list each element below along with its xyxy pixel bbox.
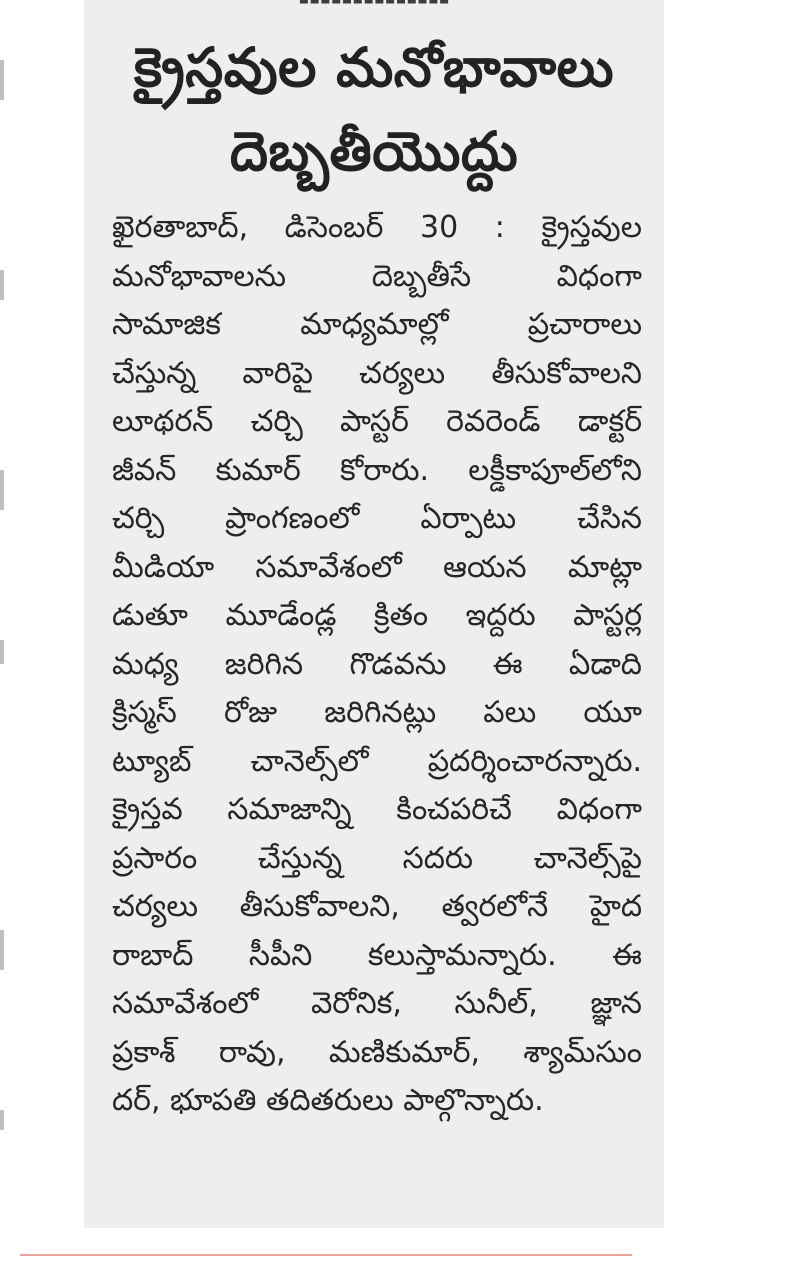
article-body <box>112 204 642 1126</box>
headline-line-1: క్రైస్తవుల మనోభావాలు <box>133 36 615 99</box>
body-line: దర్, భూపతి తదితరులు పాల్గొన్నారు. <box>112 1083 544 1118</box>
headline-line-2: దెబ్బతీయొద్దు <box>229 120 519 183</box>
body-line: చేస్తున్న వారిపై చర్యలు తీసుకోవాలని <box>112 355 642 391</box>
body-line: డుతూ మూడేండ్ల క్రితం ఇద్దరు పాస్టర్ల <box>112 598 642 633</box>
body-line: మనోభావాలను దెబ్బతీసే విధంగా <box>112 258 642 294</box>
body-line: లూథరన్ చర్చి పాస్టర్ రెవరెండ్ డాక్టర్ <box>112 404 642 439</box>
body-line: మీడియా సమావేశంలో ఆయన మాట్లా <box>112 549 642 585</box>
body-line: చర్చి ప్రాంగణంలో ఏర్పాటు చేసిన <box>112 501 642 536</box>
newspaper-clipping <box>84 0 664 1228</box>
body-line: క్రైస్తవ సమాజాన్ని కించపరిచే విధంగా <box>112 792 642 827</box>
page-edge-marks <box>0 0 14 1284</box>
body-line: క్రిస్మస్ రోజు జరిగినట్లు పలు యూ <box>112 695 642 730</box>
body-line: జీవన్ కుమార్ కోరారు. లక్డీకాపూల్‌లోని <box>112 452 642 488</box>
body-line: ప్రసారం చేస్తున్న సదరు చానెల్స్‌పై <box>112 840 642 876</box>
body-line: మధ్య జరిగిన గొడవను ఈ ఏడాది <box>112 646 642 682</box>
cut-off-kicker: ‐‐‐‐‐‐‐‐‐‐‐‐‐‐ <box>298 0 450 16</box>
body-line: సామాజిక మాధ్యమాల్లో ప్రచారాలు <box>112 307 642 342</box>
body-line: ట్యూబ్ చానెల్స్‌లో ప్రదర్శించారన్నారు. <box>112 743 642 779</box>
body-line: ఖైరతాబాద్, డిసెంబర్ 30 : క్రైస్తవుల <box>112 210 642 245</box>
page-divider <box>20 1254 632 1256</box>
body-line: చర్యలు తీసుకోవాలని, త్వరలోనే హైద <box>112 889 642 924</box>
body-line: రాబాద్ సీపీని కలుస్తామన్నారు. ఈ <box>112 937 642 973</box>
body-line: సమావేశంలో వెరోనిక, సునీల్, జ్ఞాన <box>112 986 642 1021</box>
article-headline <box>84 26 664 194</box>
body-line: ప్రకాశ్ రావు, మణికుమార్, శ్యామ్‌సుం <box>112 1034 642 1070</box>
